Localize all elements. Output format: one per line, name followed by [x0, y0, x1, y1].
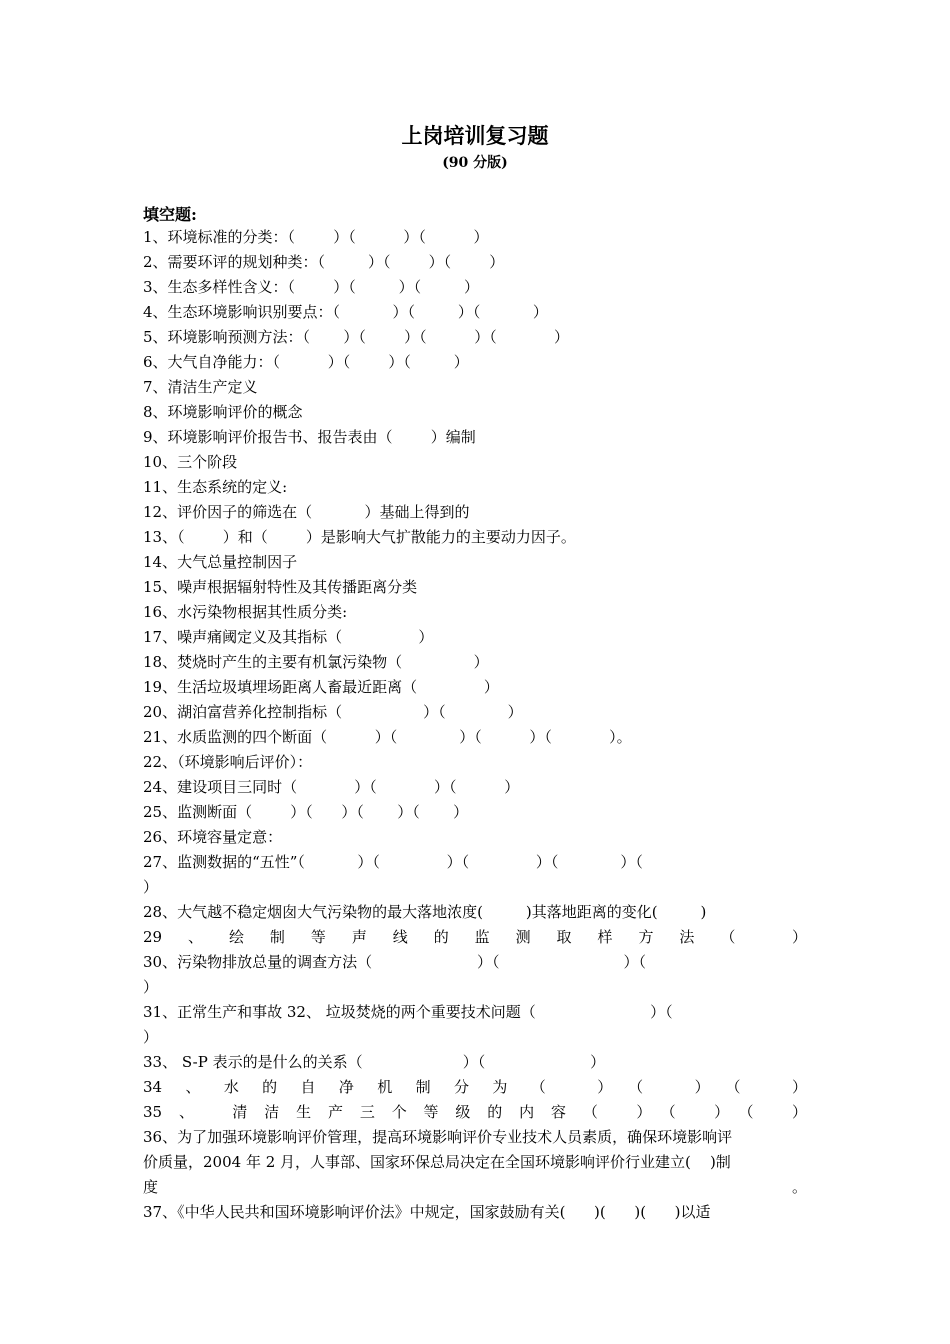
question-line: 26、环境容量定意：	[143, 828, 283, 846]
question-line: 价质量，2004 年 2 月，人事部、国家环保总局决定在全国环境影响评价行业建立( )制	[143, 1153, 731, 1171]
question-line: 3、生态多样性含义：（ ）（ ）（ ）	[143, 278, 480, 296]
question-line: 7、清洁生产定义	[143, 378, 258, 396]
question-line: 18、焚烧时产生的主要有机氯污染物（ ）	[143, 653, 489, 671]
page-subtitle: (90 分版)	[442, 155, 508, 171]
question-line: 22、（环境影响后评价）：	[143, 753, 313, 771]
question-line: 8、环境影响评价的概念	[143, 403, 303, 421]
question-line: 12、评价因子的筛选在（ ）基础上得到的	[143, 503, 470, 521]
question-line: 31、正常生产和事故 32、 垃圾焚烧的两个重要技术问题（ ）（	[143, 1003, 673, 1021]
question-line: 11、生态系统的定义:	[143, 478, 288, 496]
question-line: ）	[143, 878, 159, 896]
question-line: 34、水的自净机制分为（ ）（ ）（ ）	[143, 1078, 807, 1096]
question-line: 28、大气越不稳定烟囱大气污染物的最大落地浓度( )其落地距离的变化( )	[143, 903, 707, 921]
question-line: 30、污染物排放总量的调查方法（ ）（ ）（	[143, 953, 646, 971]
question-line: 29、绘制等声线的监测取样方法（ ）	[143, 928, 807, 946]
question-line: 4、生态环境影响识别要点：（ ）（ ）（ ）	[143, 303, 548, 321]
question-line: 25、监测断面（ ）（ ）（ ）（ ）	[143, 803, 469, 821]
question-line: 6、大气自净能力：（ ）（ ）（ ）	[143, 353, 469, 371]
question-line: 37、《中华人民共和国环境影响评价法》中规定，国家鼓励有关( )( )( )以适	[143, 1203, 711, 1221]
question-line: 33、 S-P 表示的是什么的关系（ ）（ ）	[143, 1053, 606, 1071]
question-line: 24、建设项目三同时（ ）（ ）（ ）	[143, 778, 520, 796]
question-line: 13、（ ）和（ ）是影响大气扩散能力的主要动力因子。	[143, 528, 576, 546]
question-line: 9、环境影响评价报告书、报告表由（ ）编制	[143, 428, 476, 446]
section-heading: 填空题:	[143, 205, 197, 224]
question-line: 35、 清洁生产三个等级的内容（ ）（ ）（ ）	[143, 1103, 807, 1121]
question-line: 17、噪声痛阈定义及其指标（ ）	[143, 628, 434, 646]
question-line: 15、噪声根据辐射特性及其传播距离分类	[143, 578, 418, 596]
question-line: ）	[143, 1028, 159, 1046]
question-line: 2、需要环评的规划种类：（ ）（ ）（ ）	[143, 253, 505, 271]
question-line: ）	[143, 978, 159, 996]
question-line: 21、水质监测的四个断面（ ）（ ）（ ）（ ）。	[143, 728, 632, 746]
question-list	[143, 225, 807, 1225]
question-line: 1、环境标准的分类：（ ）（ ）（ ）	[143, 228, 489, 246]
question-line: 36、为了加强环境影响评价管理，提高环境影响评价专业技术人员素质，确保环境影响评	[143, 1128, 733, 1146]
question-line: 19、生活垃圾填埋场距离人畜最近距离（ ）	[143, 678, 499, 696]
question-line: 20、湖泊富营养化控制指标（ ）（ ）	[143, 703, 523, 721]
question-line: 度。	[143, 1178, 807, 1196]
question-line: 10、三个阶段	[143, 453, 238, 471]
question-line: 14、大气总量控制因子	[143, 553, 298, 571]
question-line: 5、环境影响预测方法：（ ）（ ）（ ）（ ）	[143, 328, 569, 346]
page-title: 上岗培训复习题	[401, 123, 549, 148]
question-line: 27、监测数据的“五性”（ ）（ ）（ ）（ ）（	[143, 853, 643, 871]
question-line: 16、水污染物根据其性质分类:	[143, 603, 348, 621]
